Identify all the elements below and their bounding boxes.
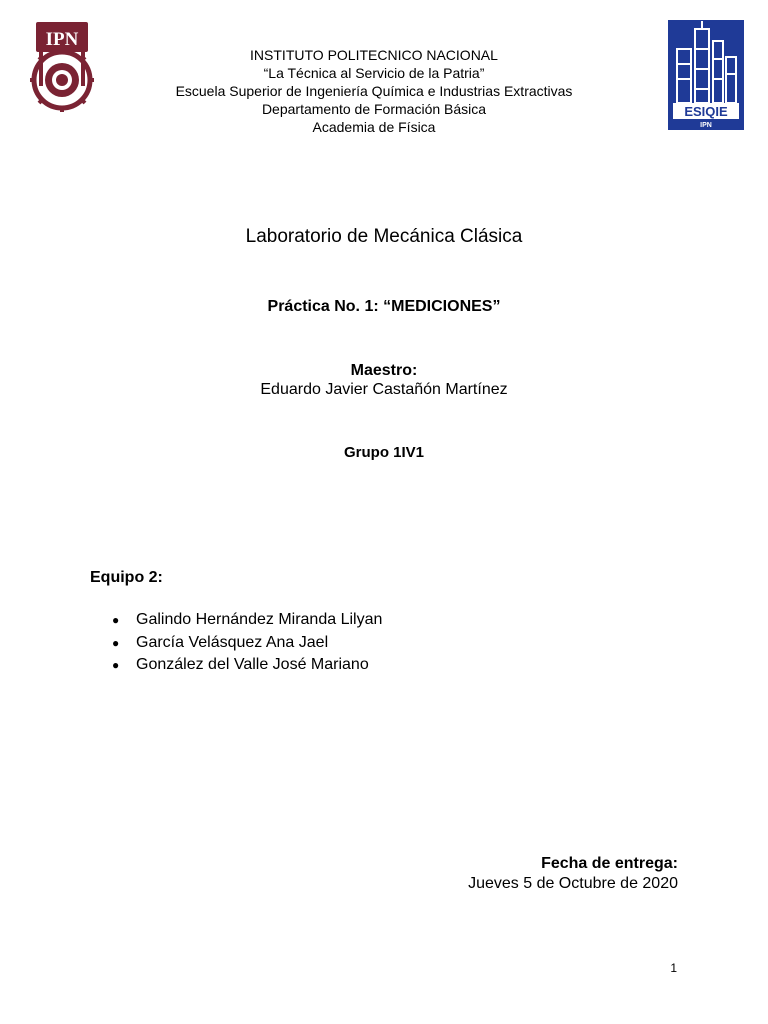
team-members-list: [112, 609, 382, 677]
esiqie-logo-subtext: IPN: [700, 122, 712, 129]
group-label: Grupo 1IV1: [343, 444, 425, 461]
member-name: García Velásquez Ana Jael: [136, 633, 329, 651]
teacher-label: Maestro:: [350, 362, 418, 379]
member-name: González del Valle José Mariano: [136, 656, 369, 673]
due-date-label: Fecha de entrega:: [541, 855, 678, 872]
header-academy: Academia de Física: [312, 119, 436, 135]
list-item: [112, 632, 382, 655]
institution-header: [130, 46, 618, 136]
list-item: [112, 654, 382, 677]
bullet-icon: ●: [112, 658, 120, 672]
team-label: Equipo 2:: [90, 569, 163, 586]
member-name: Galindo Hernández Miranda Lilyan: [136, 611, 383, 628]
esiqie-logo-icon: [667, 19, 745, 131]
practice-title: Práctica No. 1: “MEDICIONES”: [267, 298, 501, 315]
header-department: Departamento de Formación Básica: [261, 101, 487, 117]
ipn-seal-icon: [30, 18, 94, 118]
page-number: 1: [670, 961, 677, 975]
due-date-value: Jueves 5 de Octubre de 2020: [468, 875, 678, 892]
esiqie-logo-text: ESIQIE: [684, 104, 728, 119]
ipn-seal-text: IPN: [45, 29, 79, 50]
header-school: Escuela Superior de Ingeniería Química e Industrias Extractivas: [175, 83, 573, 99]
header-institution: INSTITUTO POLITECNICO NACIONAL: [250, 47, 498, 63]
document-title: Laboratorio de Mecánica Clásica: [245, 226, 523, 247]
bullet-icon: ●: [112, 635, 120, 650]
list-item: [112, 609, 382, 632]
bullet-icon: ●: [112, 613, 120, 627]
header-motto: “La Técnica al Servicio de la Patria”: [263, 65, 485, 81]
teacher-name: Eduardo Javier Castañón Martínez: [260, 381, 508, 398]
